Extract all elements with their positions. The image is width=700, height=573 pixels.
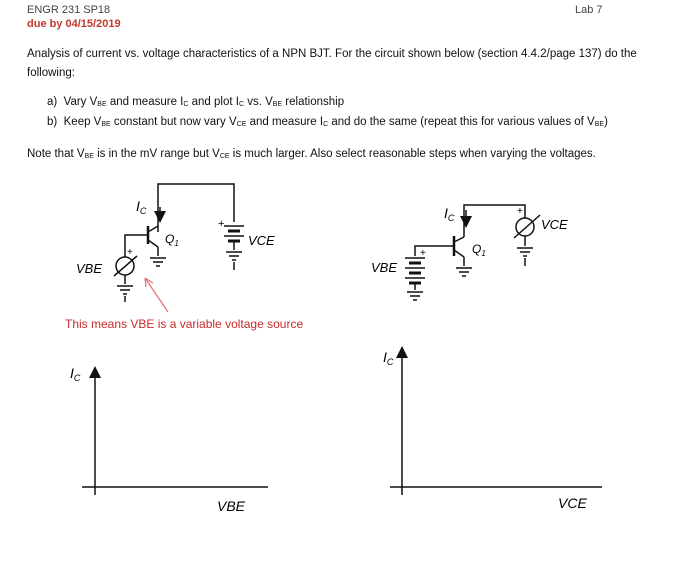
left-graph-y-label: $I_C$ bbox=[70, 365, 81, 383]
intro-paragraph: Analysis of current vs. voltage characteristics of a NPN BJT. For the circuit shown below (section 4.4.2/page 137) do the following: bbox=[27, 48, 637, 79]
vce-plus-right: + bbox=[517, 206, 523, 217]
q1-label-right: $Q_1$ bbox=[472, 242, 486, 258]
left-circuit bbox=[114, 184, 244, 302]
vce-plus-left: + bbox=[218, 218, 225, 230]
left-graph bbox=[82, 372, 268, 495]
task-a-marker: a) bbox=[47, 96, 58, 108]
right-graph-x-label: VCE bbox=[558, 495, 587, 511]
task-b-marker: b) bbox=[47, 116, 58, 128]
course-code: ENGR 231 SP18 bbox=[27, 4, 111, 16]
left-graph-x-label: VBE bbox=[217, 498, 246, 514]
ic-label-left: $I_C$ bbox=[136, 198, 147, 216]
right-graph-y-label: $I_C$ bbox=[383, 349, 394, 367]
vbe-label-right: VBE bbox=[371, 260, 398, 275]
annotation-arrow bbox=[145, 278, 168, 312]
vbe-plus-right: + bbox=[420, 248, 426, 259]
right-graph bbox=[390, 352, 602, 495]
note-paragraph: Note that $V_{BE}$ is in the mV range but $V_{CE}$ is much larger. Also select reasonable steps when varying the voltages. bbox=[27, 148, 596, 160]
task-b-text: Keep $V_{BE}$ constant but now vary $V_{CE}$ and measure $I_C$ and do the same (repeat this for various values of $V_{BE}$) bbox=[63, 116, 608, 128]
due-date: due by 04/15/2019 bbox=[27, 18, 121, 30]
ic-label-right: $I_C$ bbox=[444, 205, 455, 223]
lab-number: Lab 7 bbox=[575, 4, 603, 16]
q1-label-left: $Q_1$ bbox=[165, 232, 179, 248]
task-a-text: Vary $V_{BE}$ and measure $I_C$ and plot $I_C$ vs. $V_{BE}$ relationship bbox=[63, 96, 345, 108]
vce-label-right: VCE bbox=[541, 217, 568, 232]
annotation-text: This means VBE is a variable voltage source bbox=[65, 317, 304, 331]
vbe-plus-left: + bbox=[127, 247, 133, 258]
vbe-label-left: VBE bbox=[76, 261, 103, 276]
vce-label-left: VCE bbox=[248, 233, 275, 248]
